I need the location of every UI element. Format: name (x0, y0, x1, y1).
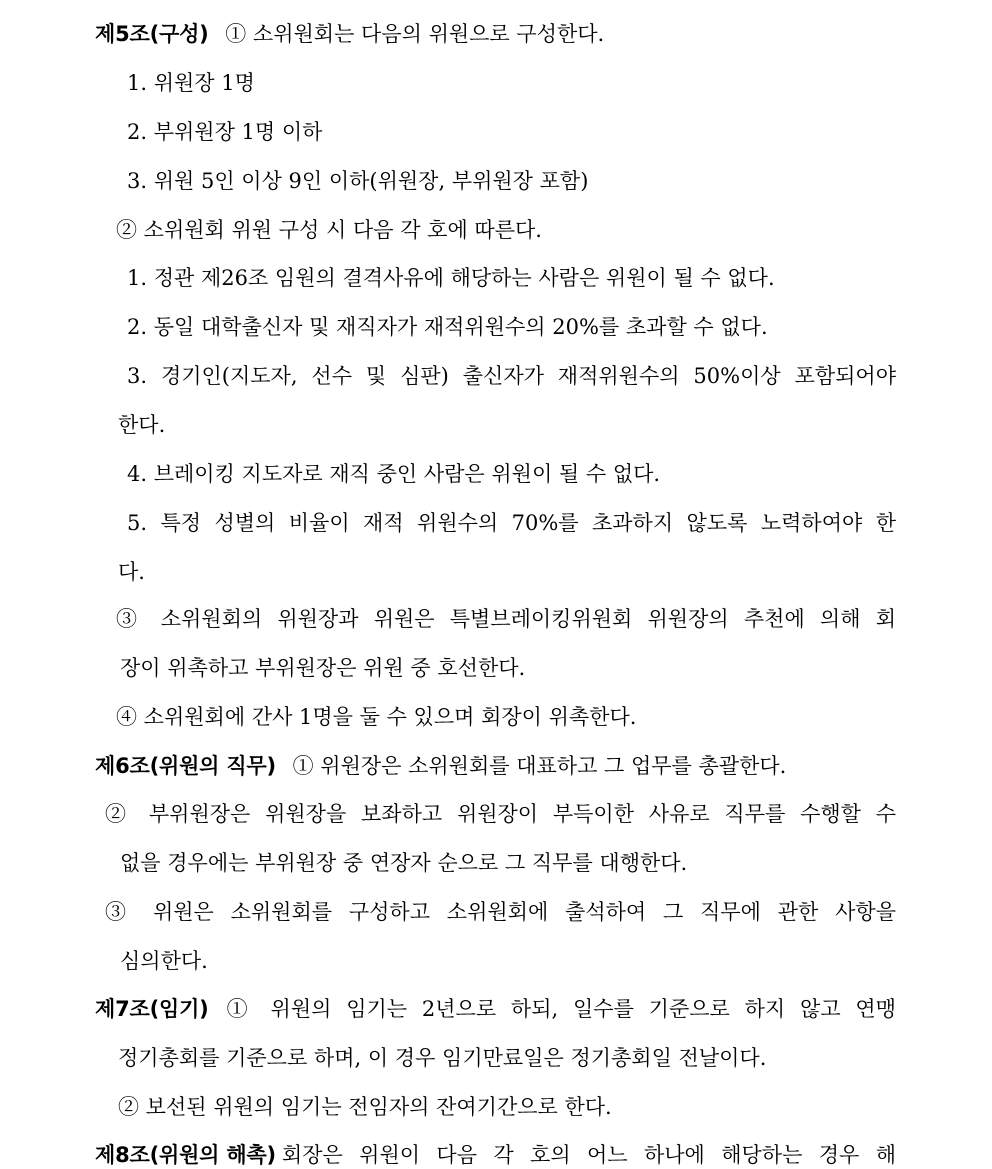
article-5-item-1: 1. 위원장 1명 (127, 71, 255, 95)
article-5-paragraph-4: ④ 소위원회에 간사 1명을 둘 수 있으며 회장이 위촉한다. (116, 705, 637, 729)
article-5-heading: 제5조(구성) (95, 22, 209, 46)
article-5-paragraph-1: ① 소위원회는 다음의 위원으로 구성한다. (225, 22, 605, 46)
article-6-first-line (95, 752, 786, 780)
article-6-paragraph-2-cont: 없을 경우에는 부위원장 중 연장자 순으로 그 직무를 대행한다. (120, 851, 688, 875)
article-5-2-item-1: 1. 정관 제26조 임원의 결격사유에 해당하는 사람은 위원이 될 수 없다. (127, 266, 775, 290)
article-7-heading: 제7조(임기) (95, 997, 209, 1021)
article-7-paragraph-1: ① 위원의 임기는 2년으로 하되, 일수를 기준으로 하지 않고 연맹 (226, 997, 896, 1021)
article-6-heading: 제6조(위원의 직무) (95, 754, 276, 778)
article-6-paragraph-2: ② 부위원장은 위원장을 보좌하고 위원장이 부득이한 사유로 직무를 수행할 수 (105, 802, 896, 826)
article-5-item-3: 3. 위원 5인 이상 9인 이하(위원장, 부위원장 포함) (127, 169, 589, 193)
article-5-2-item-3-cont: 한다. (118, 413, 166, 437)
article-5-2-item-3: 3. 경기인(지도자, 선수 및 심판) 출신자가 재적위원수의 50%이상 포함되어야 (127, 364, 896, 388)
article-6-paragraph-3-cont: 심의한다. (120, 949, 208, 973)
article-5-first-line (95, 20, 604, 48)
article-8-heading: 제8조(위원의 해촉) (95, 1143, 276, 1167)
article-7-paragraph-1-cont: 정기총회를 기준으로 하며, 이 경우 임기만료일은 정기총회일 전날이다. (118, 1046, 767, 1070)
article-5-paragraph-3: ③ 소위원회의 위원장과 위원은 특별브레이킹위원회 위원장의 추천에 의해 회 (116, 607, 896, 631)
article-6-paragraph-3: ③ 위원은 소위원회를 구성하고 소위원회에 출석하여 그 직무에 관한 사항을 (105, 900, 896, 924)
article-5-2-item-5-cont: 다. (118, 560, 145, 584)
article-5-item-2: 2. 부위원장 1명 이하 (127, 120, 323, 144)
article-5-2-item-4: 4. 브레이킹 지도자로 재직 중인 사람은 위원이 될 수 없다. (127, 462, 661, 486)
article-5-2-item-5: 5. 특정 성별의 비율이 재적 위원수의 70%를 초과하지 않도록 노력하여야 한 (127, 511, 896, 535)
article-7-paragraph-2: ② 보선된 위원의 임기는 전임자의 잔여기간으로 한다. (118, 1095, 612, 1119)
article-6-paragraph-1: ① 위원장은 소위원회를 대표하고 그 업무를 총괄한다. (292, 754, 787, 778)
article-8-paragraph-1: 회장은 위원이 다음 각 호의 어느 하나에 해당하는 경우 해 (281, 1143, 896, 1167)
article-8-first-line (95, 1141, 896, 1169)
article-5-2-item-2: 2. 동일 대학출신자 및 재직자가 재적위원수의 20%를 초과할 수 없다. (127, 315, 768, 339)
article-5-paragraph-2: ② 소위원회 위원 구성 시 다음 각 호에 따른다. (116, 218, 542, 242)
article-7-first-line (95, 995, 896, 1023)
article-5-paragraph-3-cont: 장이 위촉하고 부위원장은 위원 중 호선한다. (120, 656, 526, 680)
